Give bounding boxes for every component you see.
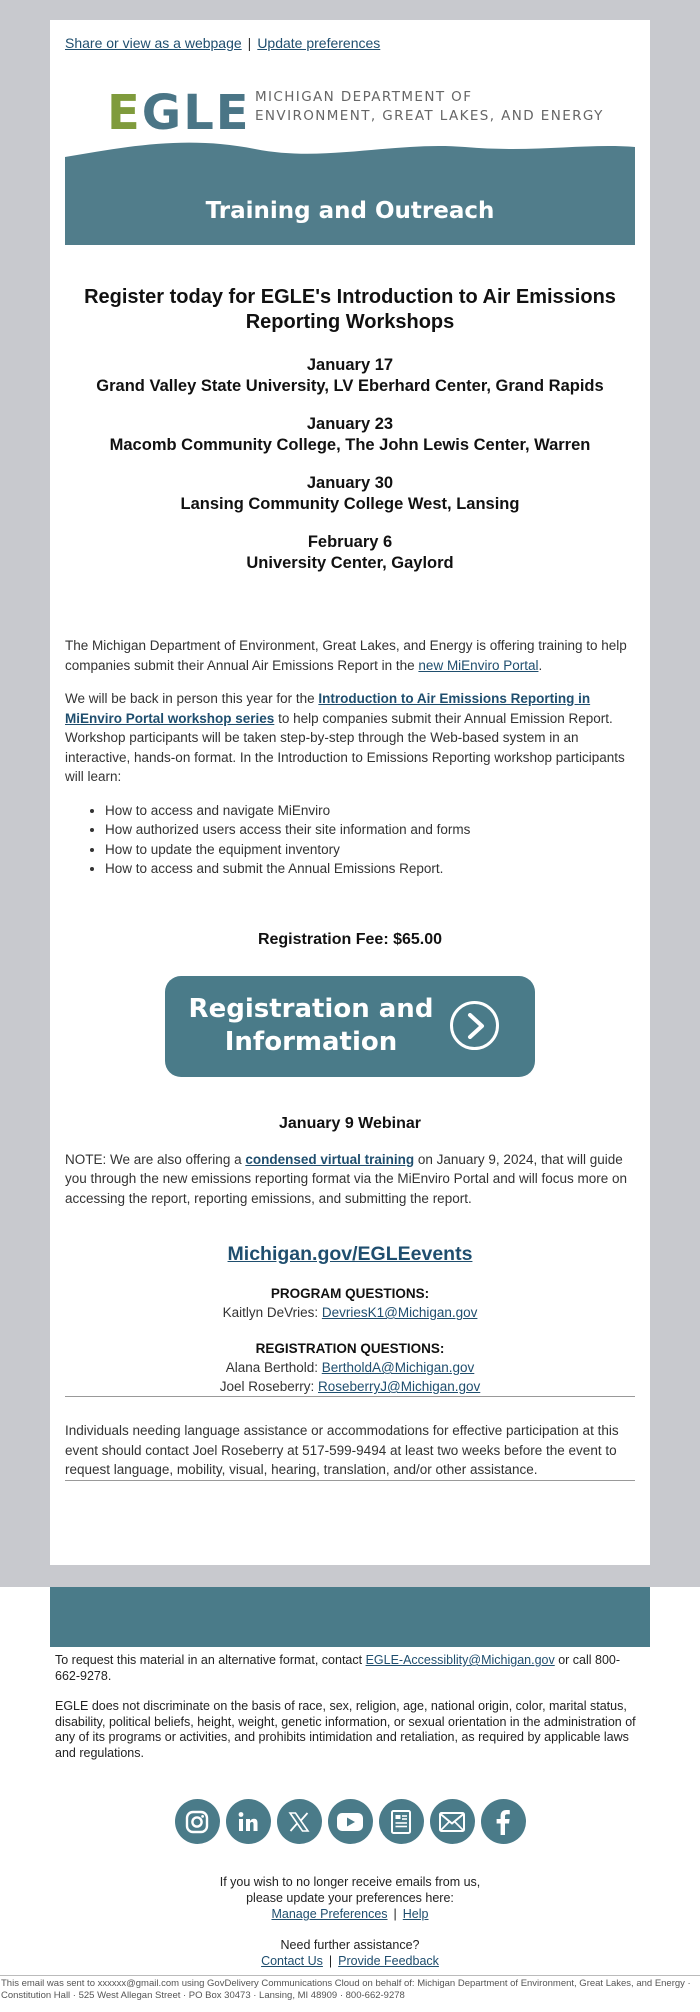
events-link-wrap <box>65 1243 635 1266</box>
provide-feedback-link[interactable]: Provide Feedback <box>338 1954 439 1968</box>
share-webpage-link[interactable]: Share or view as a webpage <box>65 35 242 51</box>
mienviro-portal-link[interactable]: new MiEnviro Portal <box>418 657 539 673</box>
manage-preferences-link[interactable]: Manage Preferences <box>271 1907 388 1921</box>
top-links <box>65 20 635 51</box>
youtube-icon[interactable] <box>328 1799 373 1844</box>
x-icon[interactable] <box>277 1799 322 1844</box>
session-item: February 6 University Center, Gaylord <box>246 533 454 572</box>
registration-fee: Registration Fee: $65.00 <box>257 930 443 948</box>
virtual-training-link[interactable]: condensed virtual training <box>245 1151 415 1167</box>
learn-list <box>65 801 635 879</box>
intro-paragraph: The Michigan Department of Environment, Great Lakes, and Energy is offering training to help companies submit their Annual Air Emissions Report in the new MiEnviro Portal. <box>65 638 627 673</box>
list-item: • How to update the equipment inventory <box>105 840 635 860</box>
nondiscrimination-text: EGLE does not discriminate on the basis of race, sex, religion, age, national origin, color, marital status, disability, political beliefs, height, weight, genetic information, or sexual orientation in the administration of any of its programs or activities, and prohibits intimidation and retaliation, as required by applicable laws and regulations. <box>55 1699 636 1760</box>
email-card <box>50 20 650 1565</box>
accommodations-paragraph: Individuals needing language assistance or accommodations for effective participation at this event should contact Joel Roseberry at 517-599-9494 at least two weeks before the event to request language, mobility, visual, hearing, translation, and/or other assistance. <box>65 1423 619 1477</box>
assistance-block: Need further assistance? Contact Us | Provide Feedback <box>261 1938 439 1968</box>
egle-logo: EGLE <box>107 85 251 141</box>
training-banner <box>65 73 635 245</box>
help-link[interactable]: Help <box>402 1907 429 1921</box>
workshop-paragraph: We will be back in person this year for the Introduction to Air Emissions Reporting in MiEnviro Portal workshop series to help companies submit their Annual Emission Report. Workshop participants will be taken step-by-step through the Web-based system in an interactive, hands-on format. In the Introduction to Emissions Reporting workshop participants will learn: <box>65 691 625 784</box>
update-preferences-link[interactable]: Update preferences <box>257 35 381 51</box>
instagram-icon[interactable] <box>175 1799 220 1844</box>
banner-wave <box>65 135 635 245</box>
list-item: • How to access and navigate MiEnviro <box>105 801 635 821</box>
workshop-series-link[interactable]: Introduction to Air Emissions Reporting in MiEnviro Portal workshop series <box>65 691 591 726</box>
legal-footer: This email was sent to xxxxxx@gmail.com using GovDelivery Communications Cloud on behalf of: Michigan Department of Environment, Great Lakes, and Energy · Constitution Hall · 525 West Allegan Street · PO Box 30473 · Lansing, MI 48909 · 800-662-9278 <box>1 1978 691 2001</box>
egle-events-link[interactable]: Michigan.gov/EGLEevents <box>227 1243 473 1265</box>
list-item: • How authorized users access their site information and forms <box>105 820 635 840</box>
session-item: January 30 Lansing Community College West, Lansing <box>180 474 520 513</box>
divider <box>65 1396 635 1397</box>
social-links <box>0 1799 700 1844</box>
webinar-title: January 9 Webinar <box>279 1114 421 1132</box>
registration-questions: REGISTRATION QUESTIONS: Alana Berthold: BertholdA@Michigan.gov Joel Roseberry: RoseberryJ@Michigan.gov <box>219 1341 481 1394</box>
alt-format-text: To request this material in an alternative format, contact EGLE-Accessiblity@Michigan.gov or call 800-662-9278. <box>55 1653 621 1683</box>
program-questions: PROGRAM QUESTIONS: Kaitlyn DeVries: DevriesK1@Michigan.gov <box>222 1286 478 1320</box>
separator: | <box>247 35 252 51</box>
registration-button[interactable] <box>165 976 535 1077</box>
chevron-right-icon <box>450 1001 499 1050</box>
linkedin-icon[interactable] <box>226 1799 271 1844</box>
department-name: MICHIGAN DEPARTMENT OF ENVIRONMENT, GREAT LAKES, AND ENERGY <box>255 89 604 124</box>
registration-contact-email[interactable]: BertholdA@Michigan.gov <box>321 1360 475 1375</box>
program-contact-email[interactable]: DevriesK1@Michigan.gov <box>321 1305 478 1320</box>
session-item: January 17 Grand Valley State University, LV Eberhard Center, Grand Rapids <box>96 356 604 395</box>
accessibility-email-link[interactable]: EGLE-Accessiblity@Michigan.gov <box>365 1653 555 1667</box>
banner-title: Training and Outreach <box>205 198 495 224</box>
list-item: • How to access and submit the Annual Emissions Report. <box>105 859 635 879</box>
session-item: January 23 Macomb Community College, The John Lewis Center, Warren <box>109 415 591 454</box>
facebook-icon[interactable] <box>481 1799 526 1844</box>
contact-us-link[interactable]: Contact Us <box>261 1954 323 1968</box>
headline: Register today for EGLE's Introduction to Air Emissions Reporting Workshops <box>84 286 616 333</box>
registration-button-label: Registration and Information <box>188 993 434 1057</box>
email-icon[interactable] <box>430 1799 475 1844</box>
webinar-paragraph: NOTE: We are also offering a condensed virtual training on January 9, 2024, that will guide you through the new emissions reporting format via the MiEnviro Portal and will focus more on accessing the report, reporting emissions, and submitting the report. <box>65 1151 628 1206</box>
footer-band <box>50 1587 650 1647</box>
newsletter-icon[interactable] <box>379 1799 424 1844</box>
unsubscribe-block: If you wish to no longer receive emails from us, please update your preferences here: Manage Preferences | Help <box>219 1875 481 1921</box>
registration-contact-email[interactable]: RoseberryJ@Michigan.gov <box>318 1379 481 1394</box>
divider <box>65 1480 635 1481</box>
